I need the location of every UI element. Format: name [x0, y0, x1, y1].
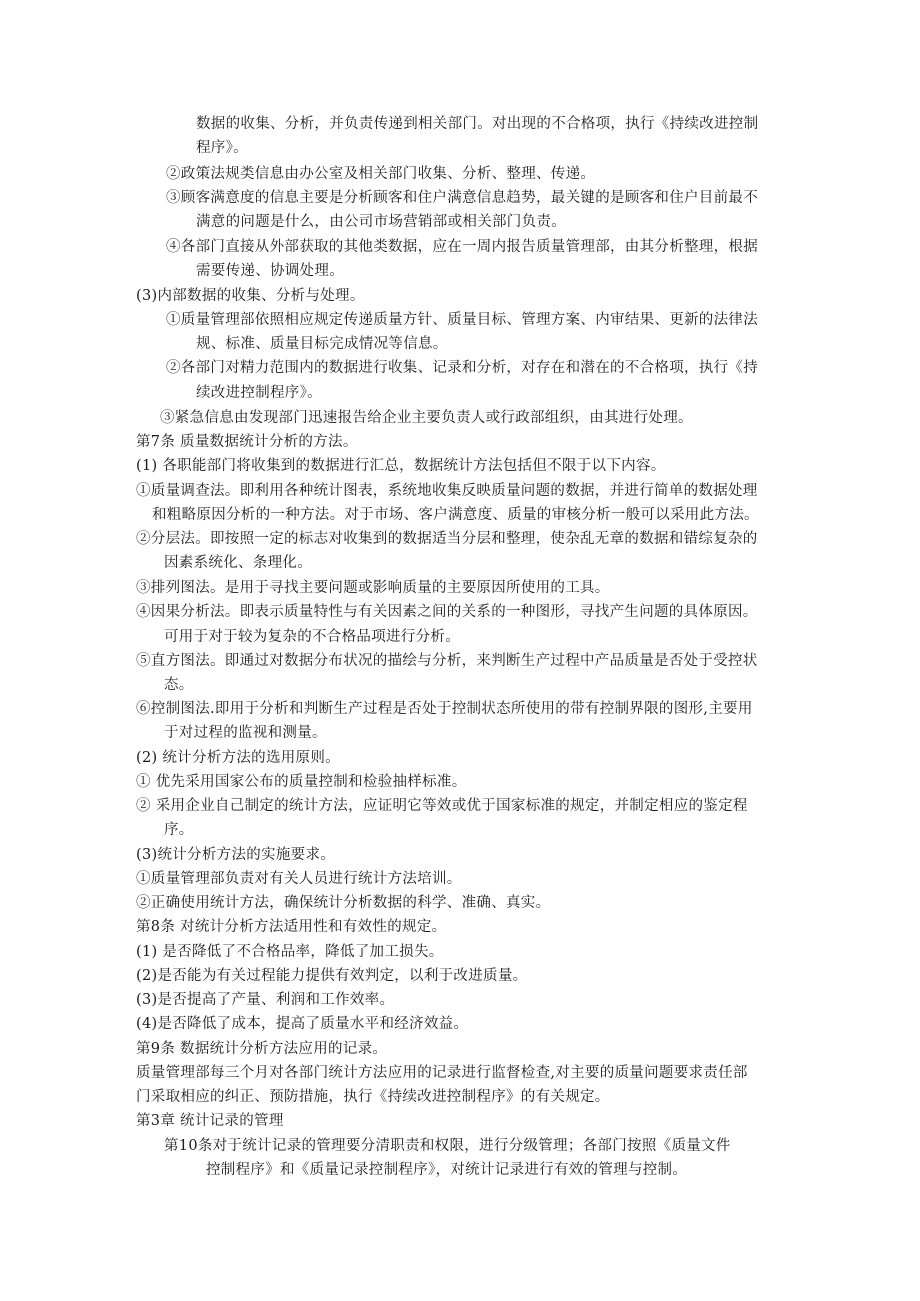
- text-line: ③排列图法。是用于寻找主要问题或影响质量的主要原因所使用的工具。: [136, 580, 610, 596]
- text-line: ①质量调查法。即利用各种统计图表，系统地收集反映质量问题的数据，并进行简单的数据处理: [136, 483, 758, 499]
- text-line: ④因果分析法。即表示质量特性与有关因素之间的关系的一种图形，寻找产生问题的具体原因。: [136, 604, 758, 620]
- text-line: 程序》。: [196, 140, 248, 156]
- text-line: 第9条 数据统计分析方法应用的记录。: [136, 1041, 388, 1057]
- text-line: 于对过程的监视和测量。: [164, 725, 327, 741]
- text-line: 第7条 质量数据统计分析的方法。: [136, 434, 358, 450]
- text-line: ③紧急信息由发现部门迅速报告给企业主要负责人或行政部组织，由其进行处理。: [160, 410, 693, 426]
- text-line: 满意的问题是什么，由公司市场营销部或相关部门负责。: [196, 214, 566, 230]
- text-line: ④各部门直接从外部获取的其他类数据，应在一周内报告质量管理部，由其分析整理，根据: [166, 239, 758, 255]
- text-line: (2)是否能为有关过程能力提供有效判定，以利于改进质量。: [136, 968, 528, 984]
- text-line: 第8条 对统计分析方法适用性和有效性的规定。: [136, 919, 447, 935]
- text-line: (3)是否提高了产量、利润和工作效率。: [136, 992, 395, 1008]
- text-line: (2) 统计分析方法的选用原则。: [136, 750, 340, 766]
- text-line: 质量管理部每三个月对各部门统计方法应用的记录进行监督检查,对主要的质量问题要求责任部: [136, 1065, 748, 1081]
- text-line: ③顾客满意度的信息主要是分析顾客和住户满意信息趋势，最关键的是顾客和住户目前最不: [166, 190, 758, 206]
- text-line: 和粗略原因分析的一种方法。对于市场、客户满意度、质量的审核分析一般可以采用此方法。: [152, 507, 759, 523]
- text-line: (3)统计分析方法的实施要求。: [136, 847, 336, 863]
- text-line: 数据的收集、分析，并负责传递到相关部门。对出现的不合格项，执行《持续改进控制: [196, 116, 759, 132]
- text-line: ②正确使用统计方法，确保统计分析数据的科学、准确、真实。: [136, 895, 551, 911]
- text-line: ② 采用企业自己制定的统计方法，应证明它等效或优于国家标准的规定，并制定相应的鉴定程: [136, 798, 748, 814]
- text-line: ①质量管理部负责对有关人员进行统计方法培训。: [136, 871, 462, 887]
- text-line: ②各部门对精力范围内的数据进行收集、记录和分析，对存在和潜在的不合格项，执行《持: [166, 360, 758, 376]
- text-line: 续改进控制程序》。: [196, 385, 322, 401]
- text-line: 控制程序》和《质量记录控制程序》，对统计记录进行有效的管理与控制。: [206, 1162, 688, 1178]
- text-line: 规、标准、质量目标完成情况等信息。: [196, 336, 448, 352]
- text-line: 因素系统化、条理化。: [164, 555, 312, 571]
- text-line: 需要传递、协调处理。: [196, 263, 344, 279]
- text-line: ②政策法规类信息由办公室及相关部门收集、分析、整理、传递。: [166, 166, 596, 182]
- text-line: ⑥控制图法.即用于分析和判断生产过程是否处于控制状态所使用的带有控制界限的图形,主要用: [136, 701, 753, 717]
- text-line: (4)是否降低了成本，提高了质量水平和经济效益。: [136, 1016, 469, 1032]
- text-line: 第10条对于统计记录的管理要分清职责和权限，进行分级管理；各部门按照《质量文件: [164, 1138, 731, 1154]
- text-line: 序。: [164, 822, 194, 838]
- text-line: ① 优先采用国家公布的质量控制和检验抽样标准。: [136, 774, 467, 790]
- text-line: (1) 各职能部门将收集到的数据进行汇总，数据统计方法包括但不限于以下内容。: [136, 458, 666, 474]
- text-line: 可用于对于较为复杂的不合格品项进行分析。: [164, 629, 460, 645]
- text-line: 态。: [164, 677, 194, 693]
- text-line: ①质量管理部依照相应规定传递质量方针、质量目标、管理方案、内审结果、更新的法律法: [166, 312, 758, 328]
- text-line: ②分层法。即按照一定的标志对收集到的数据适当分层和整理，使杂乱无章的数据和错综复杂的: [136, 531, 758, 547]
- text-line: (3)内部数据的收集、分析与处理。: [136, 288, 365, 304]
- text-line: ⑤直方图法。即通过对数据分布状况的描绘与分析，来判断生产过程中产品质量是否处于受控状: [136, 653, 758, 669]
- text-line: (1) 是否降低了不合格品率，降低了加工损失。: [136, 944, 444, 960]
- text-line: 第3章 统计记录的管理: [136, 1113, 284, 1129]
- text-line: 门采取相应的纠正、预防措施，执行《持续改进控制程序》的有关规定。: [136, 1089, 610, 1105]
